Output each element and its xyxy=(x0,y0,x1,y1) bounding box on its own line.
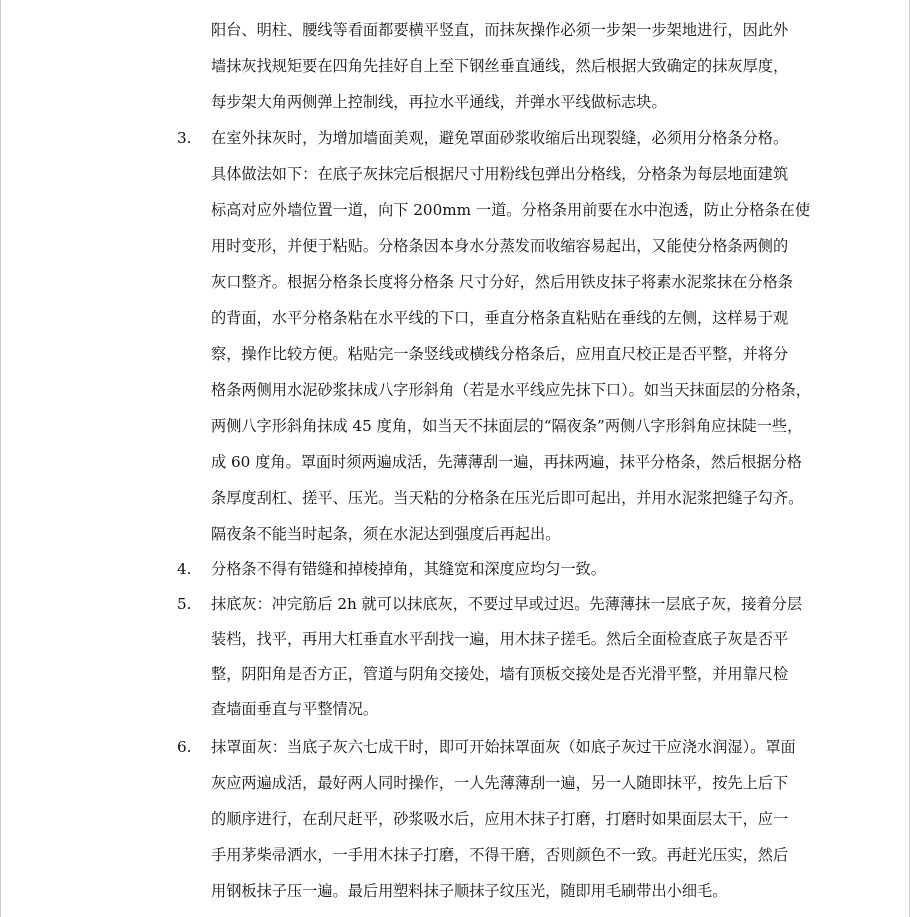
text-line: 分格条不得有错缝和掉棱掉角，其缝宽和深度应均匀一致。 xyxy=(211,560,606,578)
text-line: 整，阴阳角是否方正，管道与阴角交接处，墙有顶板交接处是否光滑平整，并用靠尺检 xyxy=(211,665,789,683)
text-line: 具体做法如下：在底子灰抹完后根据尺寸用粉线包弹出分格线，分格条为每层地面建筑 xyxy=(211,165,789,183)
item-number: 5. xyxy=(177,595,192,613)
text-line: 的顺序进行，在刮尺赶平，砂浆吸水后，应用木抹子打磨，打磨时如果面层太干，应一 xyxy=(211,810,789,828)
text-line: 灰应两遍成活，最好两人同时操作，一人先薄薄刮一遍，另一人随即抹平，按先上后下 xyxy=(211,774,789,792)
text-line: 墙抹灰找规矩要在四角先挂好自上至下钢丝垂直通线，然后根据大致确定的抹灰厚度， xyxy=(211,57,789,75)
text-line: 阳台、明柱、腰线等看面都要横平竖直，而抹灰操作必须一步架一步架地进行，因此外 xyxy=(211,21,789,39)
text-line: 手用茅柴帚洒水，一手用木抹子打磨，不得干磨，否则颜色不一致。再赶光压实，然后 xyxy=(211,846,789,864)
text-line: 的背面，水平分格条粘在水平线的下口，垂直分格条直粘贴在垂线的左侧，这样易于观 xyxy=(211,309,789,327)
text-line: 条厚度刮杠、搓平、压光。当天粘的分格条在压光后即可起出，并用水泥浆把缝子勾齐。 xyxy=(211,489,804,507)
item-number: 4. xyxy=(177,560,192,578)
text-line: 抹底灰：冲完筋后 2h 就可以抹底灰，不要过早或过迟。先薄薄抹一层底子灰，接着分层 xyxy=(211,595,803,613)
text-line: 用时变形，并便于粘贴。分格条因本身水分蒸发而收缩容易起出，又能使分格条两侧的 xyxy=(211,237,789,255)
text-line: 标高对应外墙位置一道，向下 200mm 一道。分格条用前要在水中泡透，防止分格条在使 xyxy=(211,201,811,219)
item-number: 3. xyxy=(177,129,192,147)
text-line: 装档，找平，再用大杠垂直水平刮找一遍，用木抹子搓毛。然后全面检查底子灰是否平 xyxy=(211,630,789,648)
text-line: 隔夜条不能当时起条，须在水泥达到强度后再起出。 xyxy=(211,525,561,543)
text-line: 察，操作比较方便。粘贴完一条竖线或横线分格条后，应用直尺校正是否平整，并将分 xyxy=(211,345,789,363)
text-line: 灰口整齐。根据分格条长度将分格条 尺寸分好，然后用铁皮抹子将素水泥浆抹在分格条 xyxy=(211,273,793,291)
item-number: 6. xyxy=(177,738,192,756)
text-line: 两侧八字形斜角抹成 45 度角，如当天不抹面层的“隔夜条”两侧八字形斜角应抹陡一些， xyxy=(211,417,803,435)
text-line: 格条两侧用水泥砂浆抹成八字形斜角（若是水平线应先抹下口）。如当天抹面层的分格条， xyxy=(211,381,811,399)
text-line: 在室外抹灰时，为增加墙面美观，避免罩面砂浆收缩后出现裂缝，必须用分格条分格。 xyxy=(211,129,789,147)
text-line: 查墙面垂直与平整情况。 xyxy=(211,700,379,718)
text-line: 成 60 度角。罩面时须两遍成活，先薄薄刮一遍，再抹两遍，抹平分格条，然后根据分格 xyxy=(211,453,802,471)
text-line: 用钢板抹子压一遍。最后用塑料抹子顺抹子纹压光，随即用毛刷带出小细毛。 xyxy=(211,882,728,900)
text-line: 抹罩面灰：当底子灰六七成干时，即可开始抹罩面灰（如底子灰过干应浇水润湿）。罩面 xyxy=(211,738,796,756)
text-line: 每步架大角两侧弹上控制线，再拉水平通线，并弹水平线做标志块。 xyxy=(211,93,667,111)
